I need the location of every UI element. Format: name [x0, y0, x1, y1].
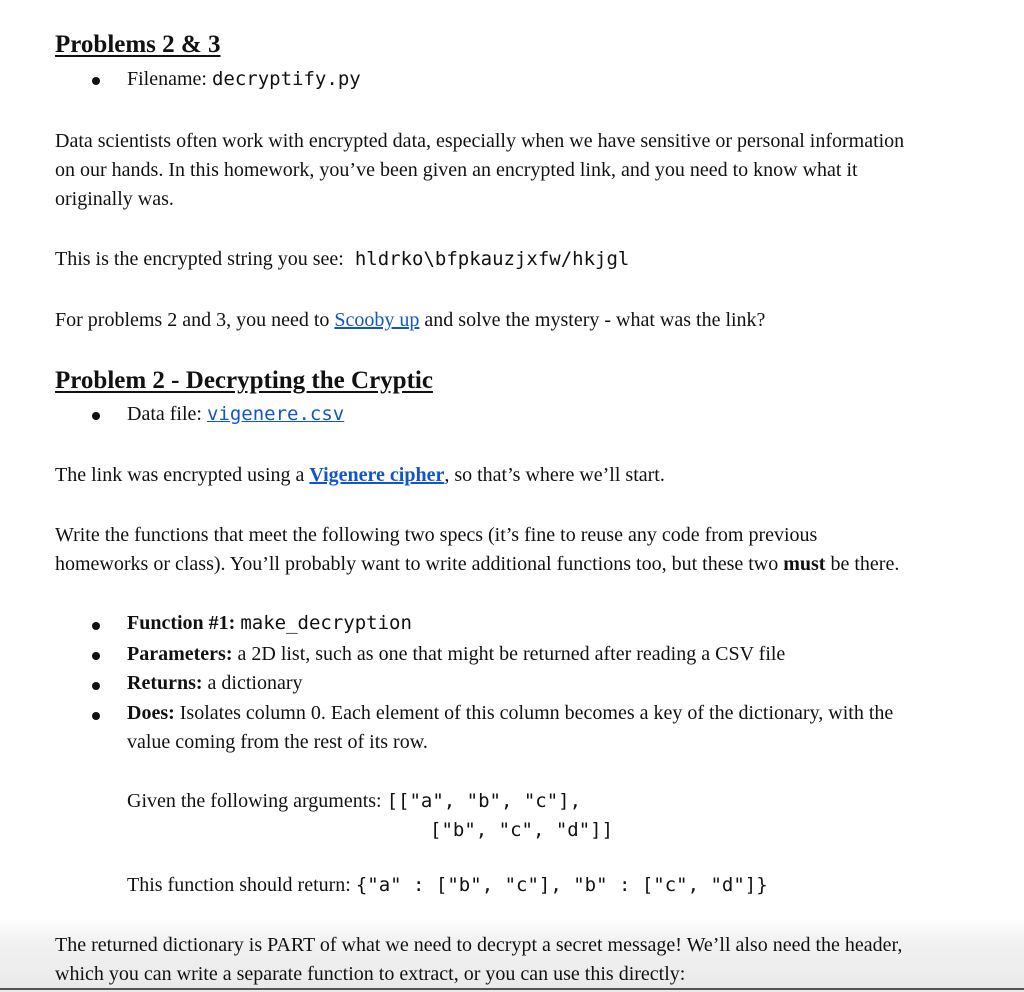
filename-value: decryptify.py — [211, 68, 361, 90]
bullet-icon — [92, 77, 100, 85]
bullet-icon — [92, 712, 100, 720]
spec-does-line-2: value coming from the rest of its row. — [127, 731, 428, 753]
filename-label: Filename: — [127, 68, 207, 90]
spec-parameters-value: a 2D list, such as one that might be returned after reading a CSV file — [237, 643, 786, 665]
return-label: This function should return: — [127, 874, 351, 896]
bullet-icon — [92, 682, 100, 690]
mystery-prefix: For problems 2 and 3, you need to — [55, 309, 330, 331]
spec-does-line-1: Isolates column 0. Each element of this column becomes a key of the dictionary, with the — [179, 702, 894, 724]
spec-does-label: Does: — [127, 702, 175, 724]
must-emphasis: must — [783, 553, 826, 575]
spec-function-value: make_decryption — [240, 612, 412, 634]
vigenere-csv-link[interactable]: vigenere.csv — [206, 403, 345, 425]
write-line-2-a: homeworks or class). You’ll probably want to write additional functions too, but these two — [55, 553, 779, 575]
vigenere-cipher-link[interactable]: Vigenere cipher — [309, 464, 445, 486]
return-line — [127, 874, 768, 897]
encrypted-line — [55, 248, 629, 271]
bullet-icon — [92, 622, 100, 630]
problem2-heading: Problem 2 - Decrypting the Cryptic — [55, 367, 433, 394]
intro-line-3: originally was. — [55, 188, 174, 210]
mystery-line — [55, 309, 765, 332]
write-line-2-b: be there. — [830, 553, 900, 575]
problems-heading: Problems 2 & 3 — [55, 31, 221, 58]
write-line-1: Write the functions that meet the following two specs (it’s fine to reuse any code from previous — [55, 524, 818, 546]
vigenere-suffix: , so that’s where we’ll start. — [444, 464, 665, 486]
encrypted-string: hldrko\bfpkauzjxfw/hkjgl — [354, 248, 630, 270]
datafile-line — [127, 403, 344, 426]
spec-returns — [127, 672, 303, 695]
intro-line-2: on our hands. In this homework, you’ve been given an encrypted link, and you need to know what it — [55, 159, 858, 181]
vigenere-line — [55, 464, 665, 487]
spec-parameters-label: Parameters: — [127, 643, 233, 665]
bullet-icon — [92, 412, 100, 420]
spec-returns-value: a dictionary — [207, 672, 303, 694]
given-label: Given the following arguments: — [127, 790, 382, 812]
final-line-2: which you can write a separate function to extract, or you can use this directly: — [55, 963, 686, 985]
given-line — [127, 790, 581, 813]
bullet-icon — [92, 652, 100, 660]
intro-line-1: Data scientists often work with encrypted data, especially when we have sensitive or personal information — [55, 130, 905, 152]
scooby-up-link[interactable]: Scooby up — [334, 309, 420, 331]
spec-returns-label: Returns: — [127, 672, 203, 694]
spec-parameters — [127, 643, 785, 666]
vigenere-prefix: The link was encrypted using a — [55, 464, 305, 486]
datafile-label: Data file: — [127, 403, 202, 425]
given-code-line-1: [["a", "b", "c"], — [386, 790, 582, 812]
final-line-1: The returned dictionary is PART of what we need to decrypt a secret message! We’ll also need the header, — [55, 934, 903, 956]
spec-function-label: Function #1: — [127, 612, 236, 634]
spec-does — [127, 702, 893, 725]
spec-function — [127, 612, 412, 635]
filename-line — [127, 68, 361, 91]
page-divider — [0, 988, 1024, 990]
given-code-line-2: ["b", "c", "d"]] — [430, 819, 614, 841]
return-code: {"a" : ["b", "c"], "b" : ["c", "d"]} — [355, 874, 768, 896]
encrypted-label: This is the encrypted string you see: — [55, 248, 344, 270]
write-line-2 — [55, 553, 899, 576]
mystery-suffix: and solve the mystery - what was the link? — [424, 309, 766, 331]
